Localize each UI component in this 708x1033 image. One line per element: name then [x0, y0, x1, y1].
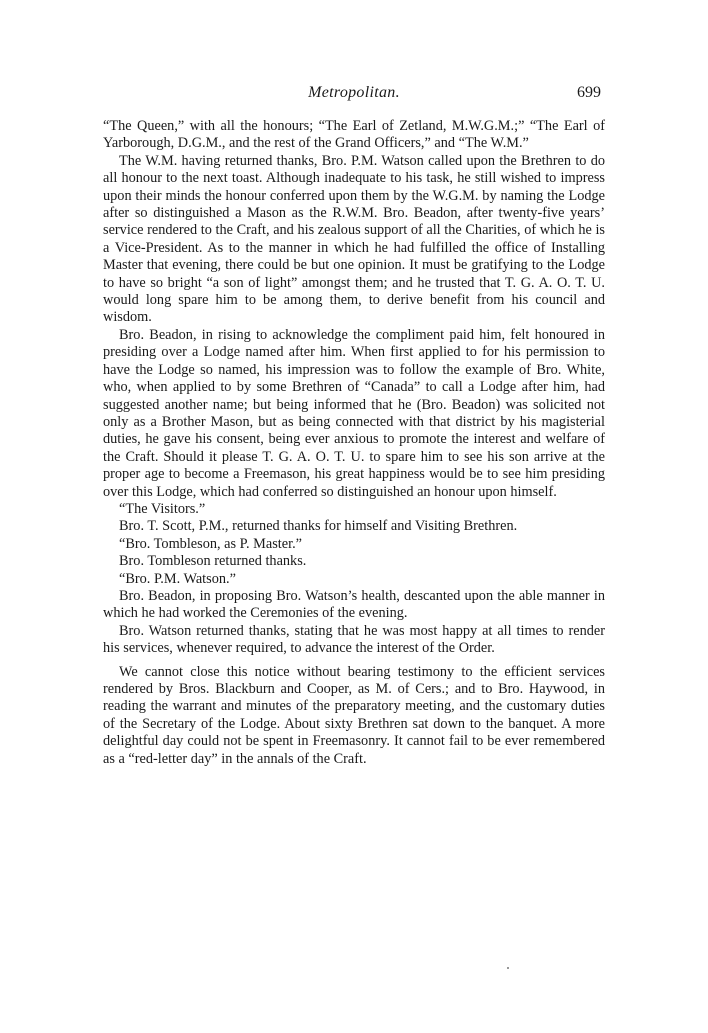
paragraph-visitors-toast: “The Visitors.” — [119, 500, 206, 517]
paragraph-watson-toast-2: “Bro. P.M. Watson.” — [119, 570, 236, 587]
body-text — [103, 118, 605, 768]
paragraph-closing-notice: We cannot close this notice without bearing testimony to the efficient services rendered by Bros. Blackburn and Cooper, as M. of Cers.; and to Bro. Haywood, in reading the warrant and minutes of the preparatory meeting, and the customary duties of the Secretary of the Lodge. About sixty Brethren sat down to the banquet. A more delightful day could not be spent in Freemasonry. It cannot fail to be ever remembered as a “red-letter day” in the annals of the Craft. — [103, 663, 605, 767]
paragraph-beadon-proposal: Bro. Beadon, in proposing Bro. Watson’s health, descanted upon the able manner in which he had worked the Ceremonies of the evening. — [103, 587, 605, 622]
paragraph-tombleson-toast: “Bro. Tombleson, as P. Master.” — [119, 535, 302, 552]
stray-ink-mark — [507, 967, 509, 969]
running-title: Metropolitan. — [308, 84, 400, 101]
book-page — [103, 84, 605, 768]
paragraph-scott-thanks: Bro. T. Scott, P.M., returned thanks for himself and Visiting Brethren. — [119, 518, 518, 535]
paragraph-tombleson-thanks: Bro. Tombleson returned thanks. — [119, 553, 307, 570]
paragraph-toasts: “The Queen,” with all the honours; “The Earl of Zetland, M.W.G.M.;” “The Earl of Yarborough, D.G.M., and the rest of the Grand Officers,” and “The W.M.” — [103, 118, 605, 152]
page-number: 699 — [577, 84, 601, 101]
running-head — [103, 84, 605, 110]
paragraph-watson-toast: The W.M. having returned thanks, Bro. P.M. Watson called upon the Brethren to do all honour to the next toast. Although inadequate to his task, he still wished to impress upon their minds the honour conferred upon them by the W.G.M. by naming the Lodge after so distinguished a Mason as the R.W.M. Bro. Beadon, after twenty-five years’ service rendered to the Craft, and his zealous support of all the Charities, of which he is a Vice-President. As to the manner in which he had fulfilled the office of Installing Master that evening, there could be but one opinion. It must be gratifying to the Lodge to have so bright “a son of light” amongst them; and he trusted that T. G. A. O. T. U. would long spare him to be among them, to derive benefit from his council and wisdom. — [103, 152, 605, 326]
paragraph-beadon-reply: Bro. Beadon, in rising to acknowledge the compliment paid him, felt honoured in presiding over a Lodge named after him. When first applied to for his permission to have the Lodge so named, his impression was to follow the example of Bro. White, who, when applied to by some Brethren of “Canada” to call a Lodge after him, had suggested another name; but being informed that he (Bro. Beadon) was solicited not only as a Brother Mason, but as being connected with that district by his magisterial duties, he gave his consent, being ever anxious to promote the interest and welfare of the Craft. Should it please T. G. A. O. T. U. to spare him to see his son arrive at the proper age to become a Freemason, his great happiness would be to see him presiding over this Lodge, which had conferred so distinguished an honour upon himself. — [103, 326, 605, 500]
paragraph-watson-thanks: Bro. Watson returned thanks, stating that he was most happy at all times to render his services, whenever required, to advance the interest of the Order. — [103, 622, 605, 657]
